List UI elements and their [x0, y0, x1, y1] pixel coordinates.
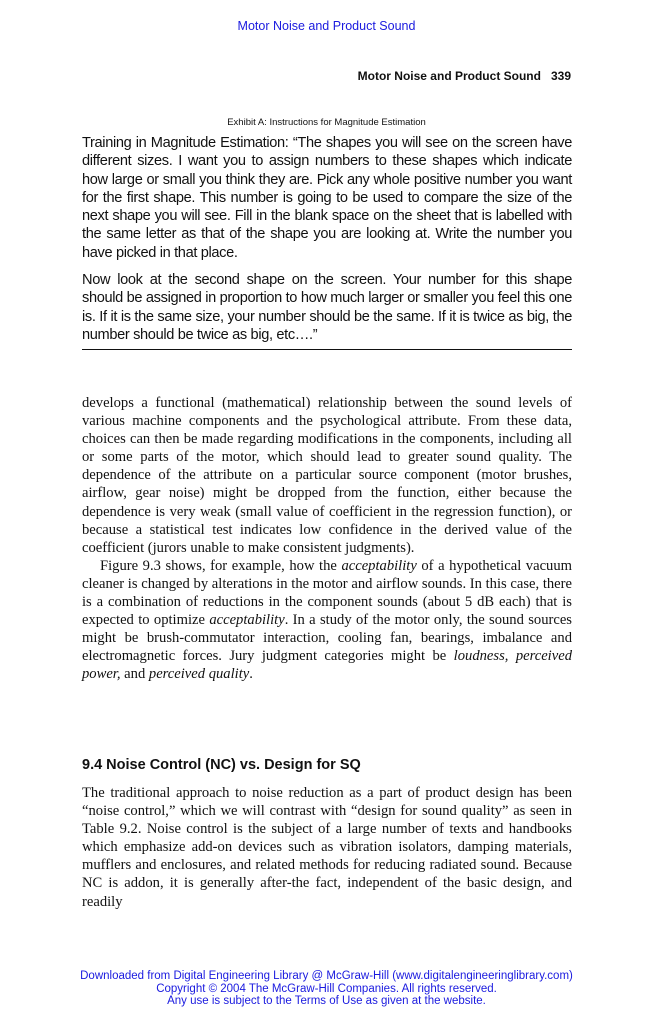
exhibit-paragraph: Training in Magnitude Estimation: “The shapes you will see on the screen have different sizes. I want you to assign numbers to these shapes which indicate how large or small you think they are. Pick any whole positive number you want for the first shape. This number is going to be used to compare the size of the next shape you will see. Fill in the blank space on the sheet that is labelled with the same letter as that of the shape you are looking at. Write the number you have picked in that place.	[82, 135, 572, 261]
footer-terms: Any use is subject to the Terms of Use as given at the website.	[167, 995, 486, 1007]
exhibit-paragraph: Now look at the second shape on the screen. Your number for this shape should be assigned in proportion to how much larger or smaller you feel this one is. If it is the same size, your number should be the same. If it is twice as big, the number should be twice as big, etc….”	[82, 272, 572, 343]
text-run: .	[249, 666, 253, 683]
italic-term: acceptability	[341, 557, 417, 574]
text-run: Figure 9.3 shows, for example, how the	[100, 557, 342, 574]
body-paragraph	[82, 557, 572, 684]
top-banner: Motor Noise and Product Sound	[237, 19, 416, 33]
body-paragraph: develops a functional (mathematical) relationship between the sound levels of various machine components and the psychological attribute. From these data, choices can then be made regarding modifications in the components, including all or some parts of the motor, which should lead to greater sound quality. The dependence of the attribute on a particular source component (motor brushes, airflow, gear noise) might be dropped from the function, either because the dependence is very weak (small value of coefficient in the regression function), or because a statistical test indicates low confidence in the derived value of the coefficient (jurors unable to make consistent judgments).	[82, 395, 572, 556]
footer-download-link[interactable]: Downloaded from Digital Engineering Library @ McGraw-Hill (www.digitalengineeringlibrary.com)	[80, 970, 573, 982]
exhibit-caption: Exhibit A: Instructions for Magnitude Estimation	[227, 117, 426, 128]
running-head-title: Motor Noise and Product Sound	[357, 69, 541, 83]
text-run: . In a study of the motor only, the sound sources might be brush-commutator interaction, cooling fan, bearings, imbalance and electromagnetic forces. Jury judgment categories might be	[82, 612, 572, 665]
page-number: 339	[550, 69, 571, 83]
exhibit-box	[82, 134, 572, 350]
text-run: and	[120, 666, 149, 683]
footer	[0, 970, 653, 1008]
running-head	[358, 69, 571, 83]
italic-term: loudness, perceived power,	[82, 648, 572, 683]
section-heading: 9.4 Noise Control (NC) vs. Design for SQ	[82, 757, 361, 773]
italic-term: perceived quality	[148, 666, 250, 683]
section-text	[82, 784, 572, 911]
footer-copyright: Copyright © 2004 The McGraw-Hill Companies. All rights reserved.	[156, 982, 497, 995]
text-run: of a hypothetical vacuum cleaner is changed by alterations in the motor and airflow sounds. In this case, there is a combination of reductions in the component sounds (about 5 dB each) that is expected to optimize	[82, 557, 572, 629]
section-paragraph: The traditional approach to noise reduction as a part of product design has been “noise control,” which we will contrast with “design for sound quality” as seen in Table 9.2. Noise control is the subject of a large number of texts and handbooks which emphasize add-on devices such as vibration isolators, damping materials, mufflers and enclosures, and related methods for reducing radiated sound. Because NC is addon, it is generally after-the fact, independent of the basic design, and readily	[82, 785, 572, 910]
italic-term: acceptability	[209, 612, 285, 629]
body-text	[82, 394, 572, 684]
